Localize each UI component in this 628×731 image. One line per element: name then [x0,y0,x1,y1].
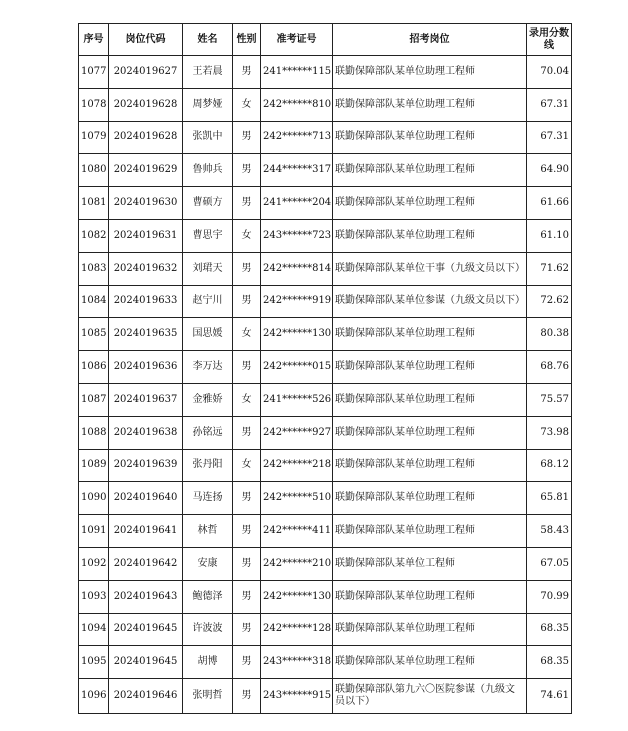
cell-no: 1086 [79,351,109,384]
table-row [79,88,572,121]
table-row [79,187,572,220]
cell-code: 2024019635 [109,318,183,351]
cell-post: 联勤保障部队某单位参谋（九级文员以下） [333,285,527,318]
cell-score: 58.43 [527,515,572,548]
cell-gender: 男 [233,252,261,285]
cell-no: 1095 [79,646,109,679]
cell-code: 2024019633 [109,285,183,318]
cell-code: 2024019639 [109,449,183,482]
cell-code: 2024019629 [109,154,183,187]
cell-no: 1088 [79,416,109,449]
cell-code: 2024019646 [109,679,183,714]
cell-post: 联勤保障部队某单位助理工程师 [333,219,527,252]
cell-no: 1087 [79,383,109,416]
cell-name: 鲁帅兵 [183,154,233,187]
cell-name: 马连扬 [183,482,233,515]
cell-gender: 男 [233,580,261,613]
cell-score: 65.81 [527,482,572,515]
cell-name: 张明哲 [183,679,233,714]
cell-gender: 女 [233,219,261,252]
cell-name: 安康 [183,547,233,580]
cell-code: 2024019645 [109,646,183,679]
cell-ticket: 244******317 [261,154,333,187]
cell-ticket: 242******919 [261,285,333,318]
cell-score: 61.10 [527,219,572,252]
cell-code: 2024019636 [109,351,183,384]
cell-ticket: 242******130 [261,580,333,613]
cell-name: 曹思宇 [183,219,233,252]
header-no: 序号 [79,24,109,56]
cell-ticket: 242******015 [261,351,333,384]
cell-name: 赵宁川 [183,285,233,318]
cell-gender: 男 [233,351,261,384]
cell-no: 1077 [79,56,109,89]
cell-post: 联勤保障部队某单位助理工程师 [333,121,527,154]
cell-name: 孙铭远 [183,416,233,449]
table-row [79,613,572,646]
cell-ticket: 242******210 [261,547,333,580]
cell-no: 1081 [79,187,109,220]
cell-code: 2024019643 [109,580,183,613]
cell-gender: 男 [233,679,261,714]
table-row [79,449,572,482]
table-row [79,351,572,384]
cell-gender: 男 [233,56,261,89]
cell-gender: 男 [233,547,261,580]
cell-no: 1090 [79,482,109,515]
table-row [79,252,572,285]
cell-ticket: 242******810 [261,88,333,121]
cell-post: 联勤保障部队某单位助理工程师 [333,88,527,121]
table-row [79,482,572,515]
cell-ticket: 241******115 [261,56,333,89]
cell-name: 周梦娅 [183,88,233,121]
table-row [79,416,572,449]
cell-post: 联勤保障部队某单位助理工程师 [333,580,527,613]
cell-ticket: 242******927 [261,416,333,449]
cell-gender: 男 [233,154,261,187]
cell-gender: 男 [233,285,261,318]
cell-score: 70.04 [527,56,572,89]
cell-post: 联勤保障部队某单位助理工程师 [333,56,527,89]
cell-post: 联勤保障部队某单位助理工程师 [333,613,527,646]
cell-no: 1084 [79,285,109,318]
cell-gender: 女 [233,318,261,351]
cell-name: 金雅娇 [183,383,233,416]
cell-score: 68.76 [527,351,572,384]
cell-score: 67.05 [527,547,572,580]
cell-no: 1093 [79,580,109,613]
cell-gender: 男 [233,121,261,154]
table-row [79,121,572,154]
cell-ticket: 243******723 [261,219,333,252]
cell-no: 1094 [79,613,109,646]
header-score: 录用分数线 [527,24,572,56]
table-row [79,580,572,613]
cell-name: 胡博 [183,646,233,679]
cell-ticket: 243******318 [261,646,333,679]
table-row [79,383,572,416]
cell-score: 80.38 [527,318,572,351]
cell-name: 曹硕方 [183,187,233,220]
cell-post: 联勤保障部队某单位干事（九级文员以下） [333,252,527,285]
cell-code: 2024019628 [109,121,183,154]
cell-post: 联勤保障部队某单位助理工程师 [333,646,527,679]
cell-post: 联勤保障部队某单位助理工程师 [333,383,527,416]
cell-post: 联勤保障部队某单位助理工程师 [333,318,527,351]
cell-code: 2024019640 [109,482,183,515]
cell-score: 75.57 [527,383,572,416]
cell-gender: 男 [233,187,261,220]
cell-ticket: 242******130 [261,318,333,351]
cell-name: 鲍德泽 [183,580,233,613]
cell-no: 1083 [79,252,109,285]
cell-no: 1080 [79,154,109,187]
table-row [79,646,572,679]
cell-name: 刘珺天 [183,252,233,285]
cell-post: 联勤保障部队某单位助理工程师 [333,351,527,384]
cell-ticket: 242******814 [261,252,333,285]
cell-code: 2024019631 [109,219,183,252]
cell-gender: 男 [233,613,261,646]
table-row [79,547,572,580]
cell-score: 68.35 [527,646,572,679]
cell-score: 72.62 [527,285,572,318]
cell-gender: 男 [233,646,261,679]
cell-score: 70.99 [527,580,572,613]
header-row [79,24,572,56]
cell-no: 1091 [79,515,109,548]
cell-score: 73.98 [527,416,572,449]
cell-score: 67.31 [527,88,572,121]
table-row [79,219,572,252]
header-post: 招考岗位 [333,24,527,56]
cell-ticket: 243******915 [261,679,333,714]
header-name: 姓名 [183,24,233,56]
cell-no: 1079 [79,121,109,154]
header-code: 岗位代码 [109,24,183,56]
table-row [79,56,572,89]
cell-post: 联勤保障部队某单位助理工程师 [333,416,527,449]
cell-name: 张丹阳 [183,449,233,482]
cell-gender: 女 [233,449,261,482]
cell-score: 74.61 [527,679,572,714]
cell-name: 李万达 [183,351,233,384]
cell-gender: 男 [233,416,261,449]
cell-ticket: 241******204 [261,187,333,220]
cell-no: 1096 [79,679,109,714]
table-row [79,318,572,351]
table-row [79,515,572,548]
table-row [79,154,572,187]
cell-name: 国思媛 [183,318,233,351]
cell-code: 2024019628 [109,88,183,121]
cell-gender: 男 [233,515,261,548]
cell-gender: 女 [233,383,261,416]
header-ticket: 准考证号 [261,24,333,56]
cell-post: 联勤保障部队某单位工程师 [333,547,527,580]
cell-no: 1082 [79,219,109,252]
cell-ticket: 241******526 [261,383,333,416]
cell-no: 1089 [79,449,109,482]
cell-post: 联勤保障部队某单位助理工程师 [333,154,527,187]
cell-gender: 女 [233,88,261,121]
cell-code: 2024019632 [109,252,183,285]
cell-ticket: 242******510 [261,482,333,515]
cell-name: 林哲 [183,515,233,548]
cell-gender: 男 [233,482,261,515]
cell-ticket: 242******128 [261,613,333,646]
cell-post: 联勤保障部队某单位助理工程师 [333,449,527,482]
cell-no: 1078 [79,88,109,121]
cell-score: 68.35 [527,613,572,646]
cell-score: 67.31 [527,121,572,154]
cell-code: 2024019630 [109,187,183,220]
cell-name: 张凯中 [183,121,233,154]
cell-code: 2024019641 [109,515,183,548]
cell-code: 2024019637 [109,383,183,416]
cell-score: 64.90 [527,154,572,187]
cell-name: 许波波 [183,613,233,646]
header-gender: 性别 [233,24,261,56]
cell-code: 2024019645 [109,613,183,646]
cell-score: 61.66 [527,187,572,220]
cell-code: 2024019638 [109,416,183,449]
cell-post: 联勤保障部队某单位助理工程师 [333,515,527,548]
cell-post: 联勤保障部队第九六〇医院参谋（九级文员以下） [333,679,527,714]
table-body [79,56,572,714]
table-row [79,285,572,318]
cell-ticket: 242******218 [261,449,333,482]
table-row [79,679,572,714]
cell-score: 71.62 [527,252,572,285]
cell-post: 联勤保障部队某单位助理工程师 [333,482,527,515]
results-table [78,23,572,714]
cell-code: 2024019642 [109,547,183,580]
cell-post: 联勤保障部队某单位助理工程师 [333,187,527,220]
cell-ticket: 242******713 [261,121,333,154]
cell-name: 王若晨 [183,56,233,89]
cell-no: 1085 [79,318,109,351]
cell-score: 68.12 [527,449,572,482]
cell-no: 1092 [79,547,109,580]
cell-ticket: 242******411 [261,515,333,548]
cell-code: 2024019627 [109,56,183,89]
